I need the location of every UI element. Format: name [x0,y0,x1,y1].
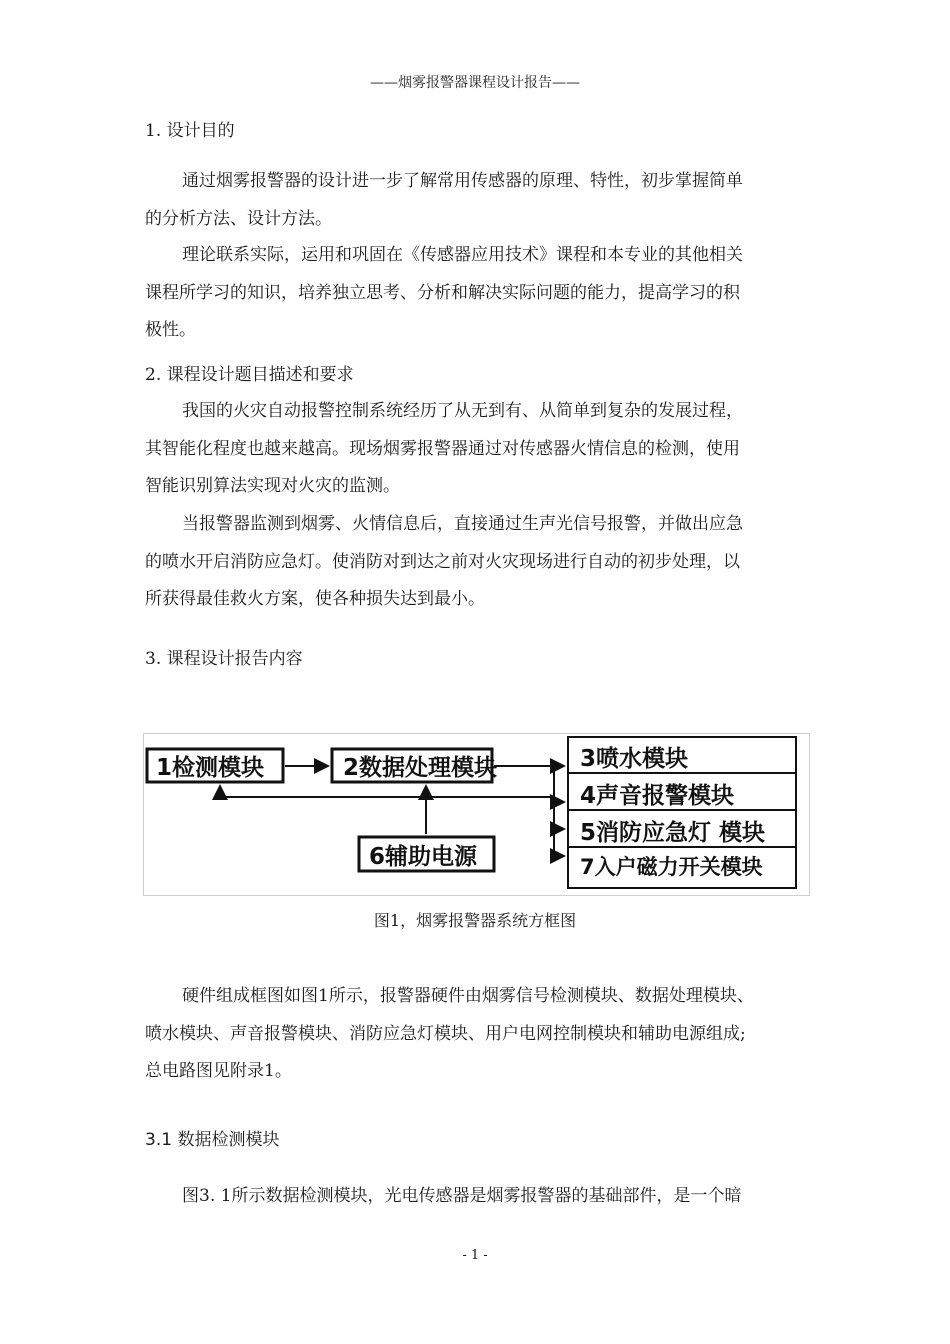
block-diagram-svg [144,734,809,895]
text-line: 极性。 [145,320,196,340]
section-1-paragraph-2 [145,237,815,350]
text-line: 我国的火灾自动报警控制系统经历了从无到有、从简单到复杂的发展过程， [182,401,743,421]
section-2-paragraph-1 [145,393,815,506]
text-line: 的喷水开启消防应急灯。使消防对到达之前对火灾现场进行自动的初步处理，以 [145,551,740,572]
box-data-processing-label: 2数据处理模块 [343,755,498,781]
running-header: ——烟雾报警器课程设计报告—— [370,75,580,91]
text-line: 智能识别算法实现对火灾的监测。 [145,476,400,496]
section-3-paragraph-1 [145,978,815,1091]
text-line: 通过烟雾报警器的设计进一步了解常用传感器的原理、特性，初步掌握简单 [182,171,743,191]
section-3-heading: 3. 课程设计报告内容 [145,649,303,669]
text-line: 所获得最佳救火方案，使各种损失达到最小。 [145,589,485,609]
box-emergency-light-label: 5消防应急灯 模块 [580,820,766,846]
section-3-1-heading: 3.1 数据检测模块 [145,1130,280,1150]
text-line: 其智能化程度也越来越高。现场烟雾报警器通过对传感器火情信息的检测，使用 [145,438,740,459]
section-1-paragraph-1 [145,163,815,238]
box-detection-label: 1检测模块 [156,755,265,781]
box-magnetic-switch-label: 7入户磁力开关模块 [580,855,763,879]
text-line: 课程所学习的知识，培养独立思考、分析和解决实际问题的能力，提高学习的积 [145,282,740,303]
system-block-diagram [143,733,810,896]
section-1-heading: 1. 设计目的 [145,121,235,141]
section-3-1-paragraph-1 [145,1178,815,1216]
section-2-paragraph-2 [145,506,815,619]
box-sound-alarm-label: 4声音报警模块 [580,783,735,809]
figure-caption: 图1，烟雾报警器系统方框图 [373,911,577,930]
text-line: 图3. 1所示数据检测模块，光电传感器是烟雾报警器的基础部件，是一个暗 [182,1186,742,1206]
text-line: 的分析方法、设计方法。 [145,208,332,229]
text-line: 喷水模块、声音报警模块、消防应急灯模块、用户电网控制模块和辅助电源组成; [145,1023,746,1044]
page-number: - 1 - [462,1248,488,1263]
text-line: 硬件组成框图如图1所示，报警器硬件由烟雾信号检测模块、数据处理模块、 [182,986,754,1006]
text-line: 总电路图见附录1。 [145,1061,292,1081]
text-line: 当报警器监测到烟雾、火情信息后，直接通过生声光信号报警，并做出应急 [182,514,743,534]
box-sprinkler-label: 3喷水模块 [580,746,689,772]
section-2-heading: 2. 课程设计题目描述和要求 [145,365,354,385]
box-aux-power-label: 6辅助电源 [369,844,478,870]
text-line: 理论联系实际，运用和巩固在《传感器应用技术》课程和本专业的其他相关 [182,245,743,265]
